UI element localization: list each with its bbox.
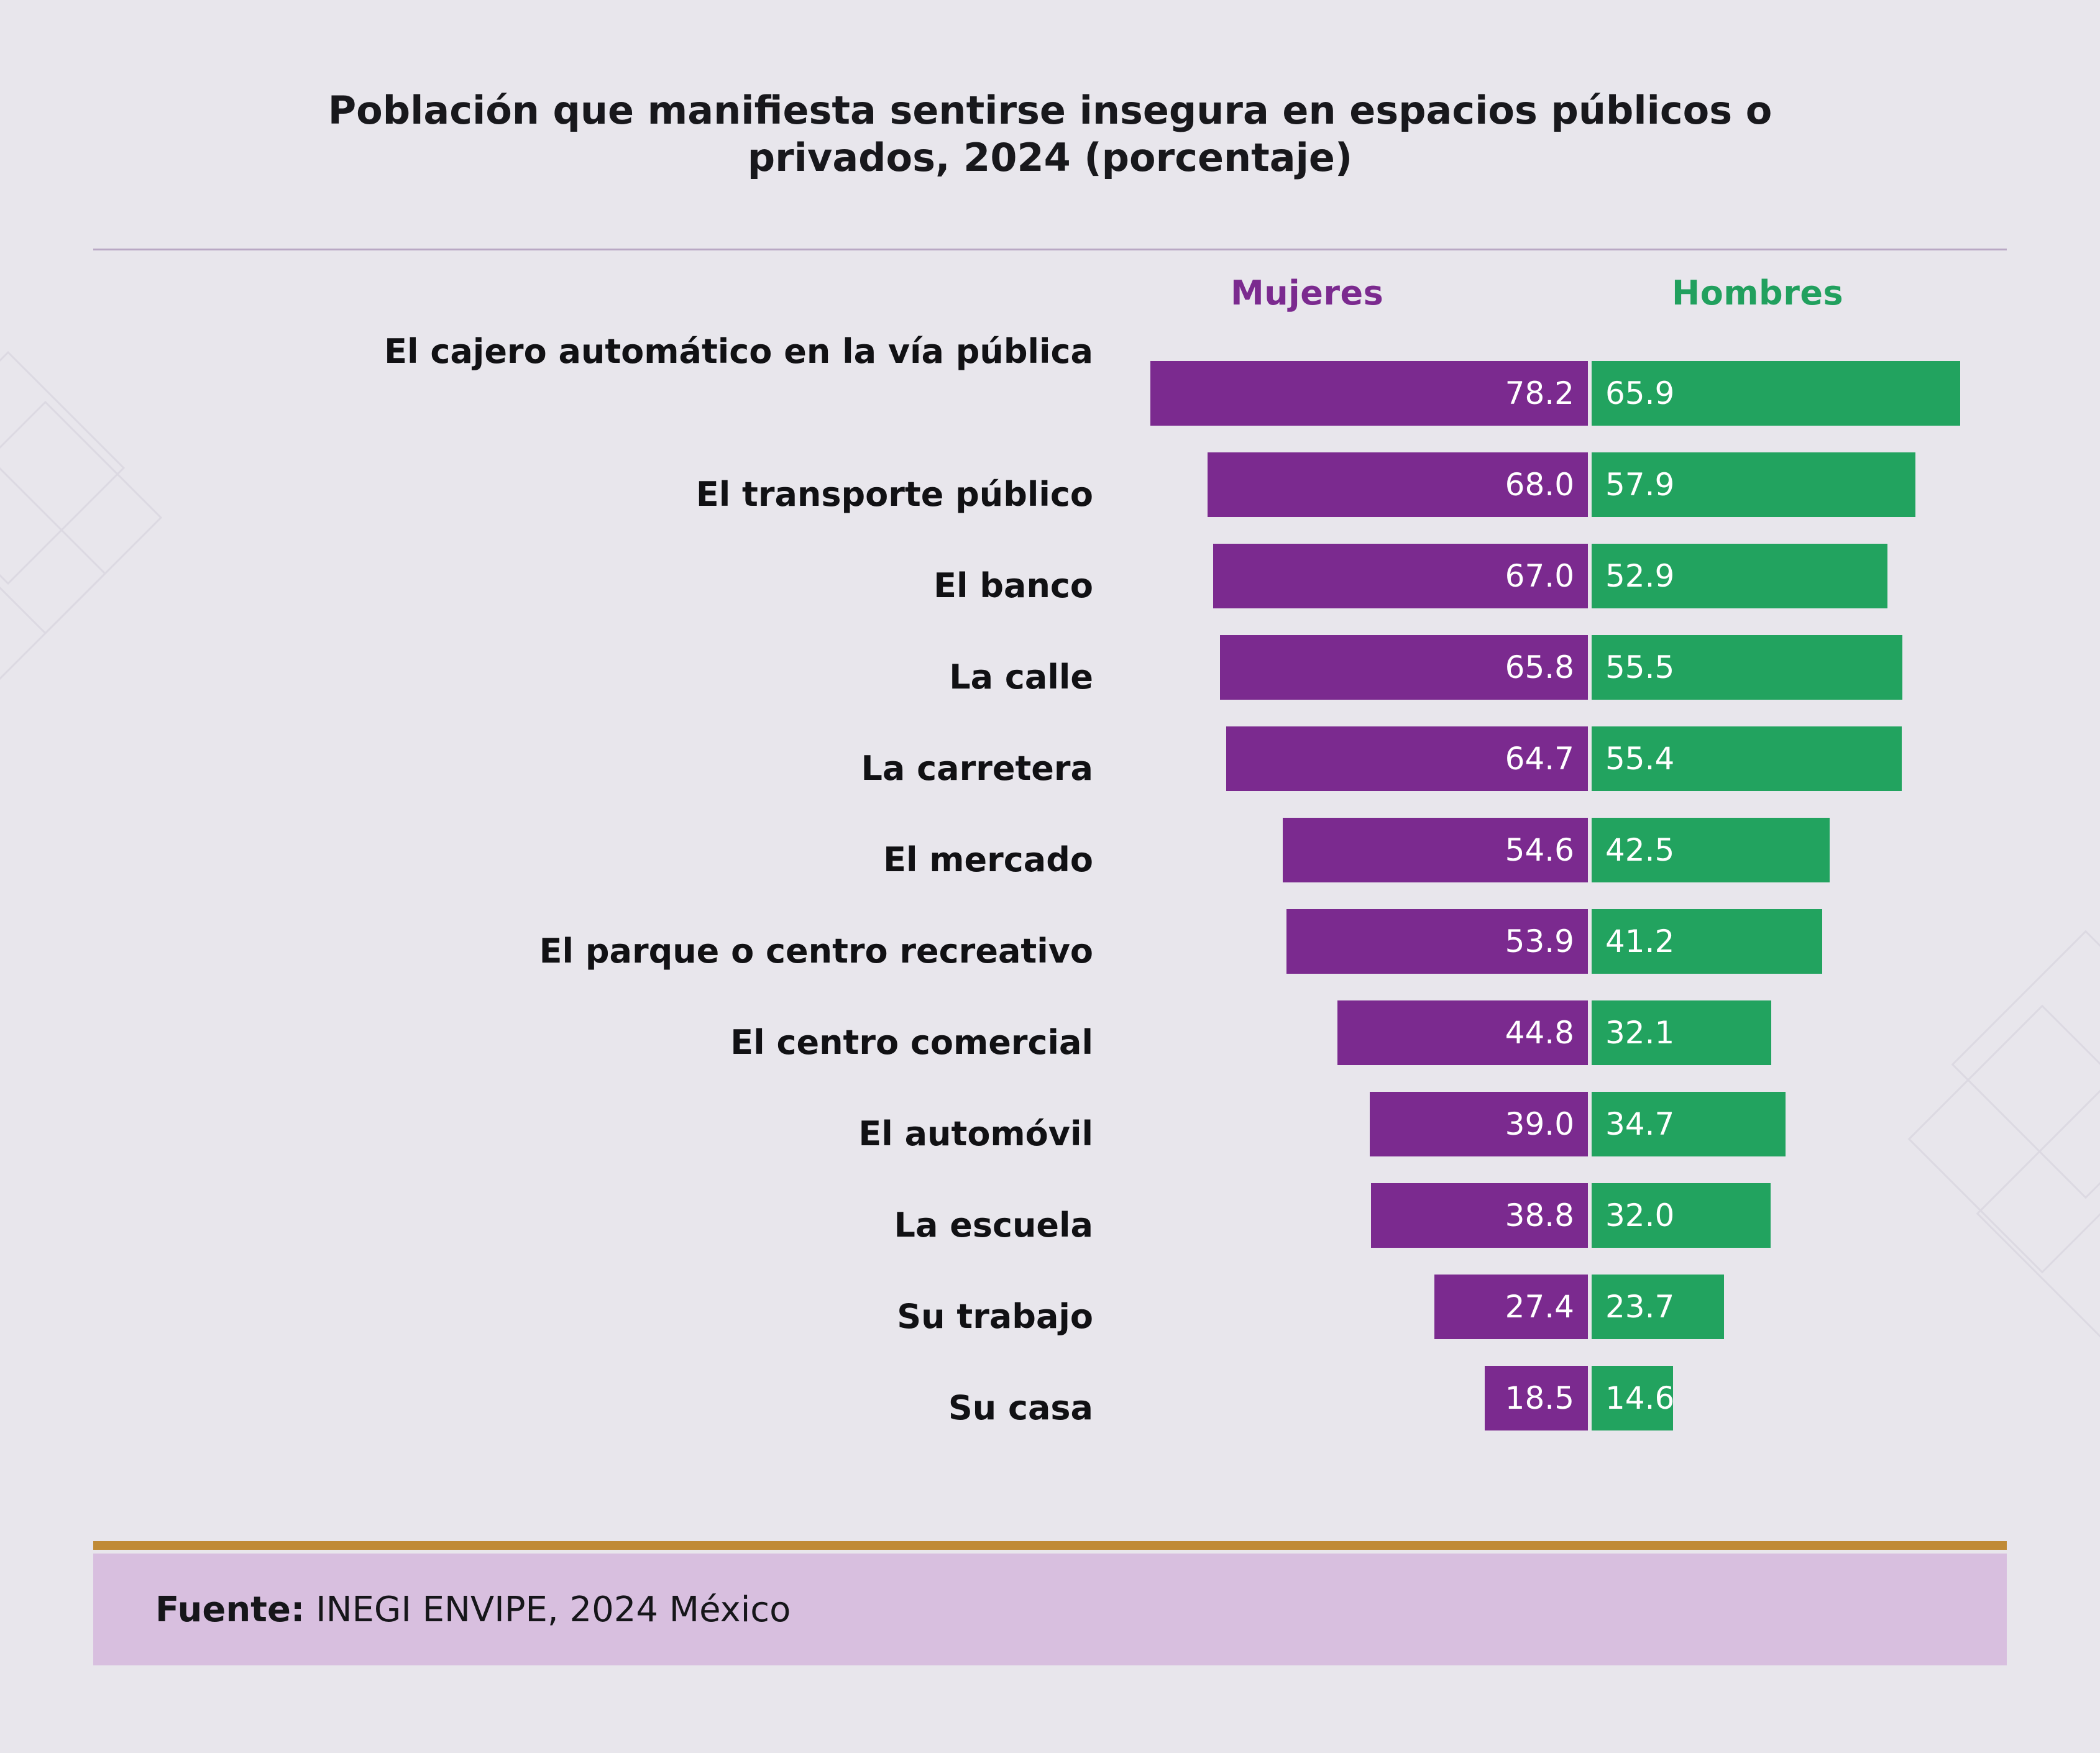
bar-pair: [0, 452, 2100, 517]
bar-value-hombres: 55.5: [1605, 649, 1675, 685]
bar-value-mujeres: 64.7: [1505, 741, 1574, 777]
bar-pair: [0, 1183, 2100, 1248]
bar-value-hombres: 34.7: [1605, 1106, 1675, 1142]
category-label: La carretera: [861, 749, 1093, 788]
source-label: Fuente:: [155, 1589, 305, 1630]
bar-value-hombres: 32.1: [1605, 1015, 1675, 1051]
bar-value-mujeres: 18.5: [1505, 1380, 1574, 1416]
category-label: Su casa: [948, 1388, 1093, 1427]
bar-pair: [0, 361, 2100, 426]
bar-mujeres: [1220, 635, 1588, 700]
bar-mujeres: [1337, 1000, 1588, 1065]
bar-pair: [0, 909, 2100, 974]
bar-value-mujeres: 44.8: [1505, 1015, 1574, 1051]
legend-item-hombres: Hombres: [1672, 273, 1844, 313]
chart-row: [0, 625, 2100, 716]
bar-pair: [0, 1000, 2100, 1065]
chart-row: [0, 808, 2100, 899]
category-label: El banco: [933, 566, 1093, 605]
bar-mujeres: [1371, 1183, 1588, 1248]
bar-hombres: [1592, 452, 1915, 517]
bar-pair: [0, 726, 2100, 791]
bar-hombres: [1592, 1275, 1724, 1339]
chart-row: [0, 1356, 2100, 1447]
source-footer: [93, 1554, 2007, 1665]
chart-row: [0, 899, 2100, 991]
bar-value-hombres: 52.9: [1605, 558, 1675, 594]
diverging-bar-chart: [0, 332, 2100, 1447]
bar-hombres: [1592, 1000, 1771, 1065]
bar-hombres: [1592, 544, 1887, 608]
category-label: La calle: [949, 657, 1093, 697]
bar-value-mujeres: 27.4: [1505, 1289, 1574, 1325]
bar-mujeres: [1286, 909, 1588, 974]
chart-row: [0, 1173, 2100, 1265]
bar-mujeres: [1434, 1275, 1588, 1339]
source-value: INEGI ENVIPE, 2024 México: [316, 1589, 791, 1630]
category-label: El automóvil: [858, 1114, 1093, 1153]
bar-hombres: [1592, 1092, 1786, 1156]
source-text: [93, 1590, 791, 1630]
bar-pair: [0, 818, 2100, 882]
bar-value-mujeres: 67.0: [1505, 558, 1574, 594]
bar-pair: [0, 1092, 2100, 1156]
chart-row: [0, 716, 2100, 808]
chart-row: [0, 332, 2100, 442]
bar-value-hombres: 65.9: [1605, 375, 1675, 411]
bar-hombres: [1592, 726, 1902, 791]
bar-mujeres: [1226, 726, 1588, 791]
bar-mujeres: [1150, 361, 1588, 426]
category-label: El cajero automático en la vía pública: [384, 332, 1093, 371]
bar-mujeres: [1208, 452, 1588, 517]
bar-value-hombres: 32.0: [1605, 1197, 1675, 1234]
bar-value-mujeres: 53.9: [1505, 923, 1574, 959]
title-divider: [93, 249, 2007, 250]
category-label: El transporte público: [695, 475, 1093, 514]
bar-pair: [0, 544, 2100, 608]
bar-mujeres: [1485, 1366, 1589, 1430]
bar-pair: [0, 1366, 2100, 1430]
category-label: El centro comercial: [730, 1023, 1093, 1062]
bar-value-hombres: 55.4: [1605, 741, 1675, 777]
bar-value-mujeres: 54.6: [1505, 832, 1574, 868]
bar-hombres: [1592, 909, 1822, 974]
bar-value-hombres: 57.9: [1605, 467, 1675, 503]
footer-accent-bar: [93, 1541, 2007, 1550]
chart-row: [0, 991, 2100, 1082]
bar-value-hombres: 41.2: [1605, 923, 1675, 959]
bar-value-mujeres: 65.8: [1505, 649, 1574, 685]
bar-value-mujeres: 38.8: [1505, 1197, 1574, 1234]
bar-value-hombres: 14.6: [1605, 1380, 1675, 1416]
bar-value-hombres: 23.7: [1605, 1289, 1675, 1325]
bar-hombres: [1592, 635, 1902, 700]
bar-hombres: [1592, 1183, 1771, 1248]
chart-legend: [0, 273, 2100, 323]
chart-title: Población que manifiesta sentirse insegura en espacios públicos o privados, 2024 (porcentaje): [328, 88, 1772, 180]
category-label: El parque o centro recreativo: [539, 931, 1093, 971]
chart-row: [0, 1082, 2100, 1173]
bar-hombres: [1592, 1366, 1673, 1430]
category-label: La escuela: [894, 1206, 1093, 1245]
bar-mujeres: [1213, 544, 1588, 608]
bar-value-mujeres: 78.2: [1505, 375, 1574, 411]
chart-row: [0, 534, 2100, 625]
chart-row: [0, 442, 2100, 534]
category-label: Su trabajo: [897, 1297, 1093, 1336]
legend-item-mujeres: Mujeres: [1231, 273, 1384, 313]
bar-value-mujeres: 39.0: [1505, 1106, 1574, 1142]
bar-mujeres: [1283, 818, 1588, 882]
bar-value-hombres: 42.5: [1605, 832, 1675, 868]
category-label: El mercado: [883, 840, 1093, 879]
bar-hombres: [1592, 361, 1960, 426]
bar-pair: [0, 1275, 2100, 1339]
bar-pair: [0, 635, 2100, 700]
bar-value-mujeres: 68.0: [1505, 467, 1574, 503]
bar-hombres: [1592, 818, 1830, 882]
chart-row: [0, 1265, 2100, 1356]
bar-mujeres: [1370, 1092, 1588, 1156]
